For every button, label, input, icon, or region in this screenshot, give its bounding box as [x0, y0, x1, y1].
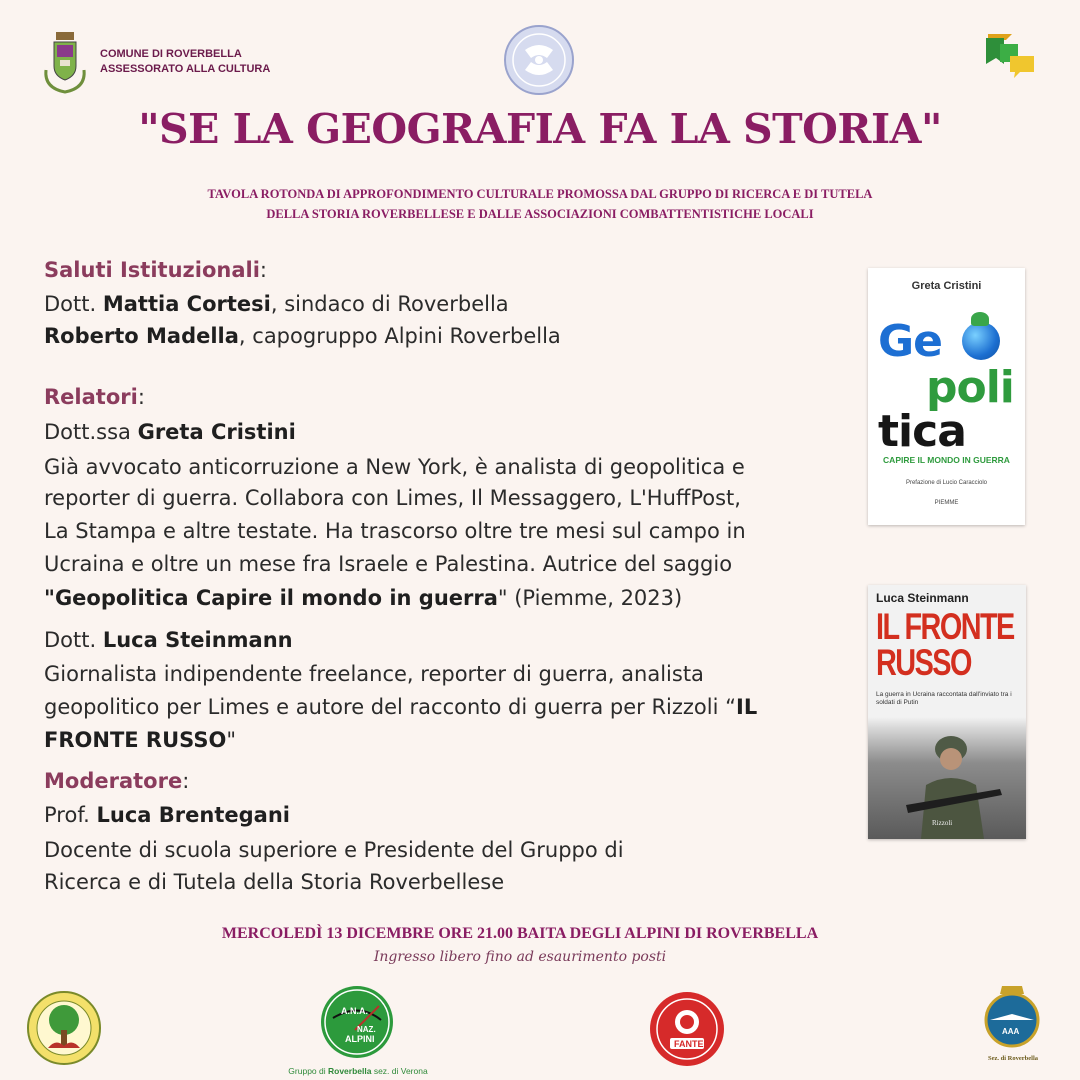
relatore-2-bio-line: Giornalista indipendente freelance, reporter di guerra, analista — [44, 662, 704, 686]
relatore-1-name-line — [44, 416, 296, 449]
book-title-part: tica — [878, 406, 966, 457]
book-preface: Prefazione di Lucio Caracciolo — [905, 480, 988, 486]
subtitle — [140, 184, 940, 224]
title-prefix: Dott. — [44, 628, 103, 652]
fante-text: FANTE — [674, 1039, 704, 1049]
moderatore-heading: Moderatore — [44, 769, 183, 793]
book-subtitle: La guerra in Ucraina raccontata dall'inviato tra i soldati di Putin — [876, 691, 1012, 706]
relatori-heading: Relatori — [44, 385, 138, 409]
caption-text: sez. di Verona — [371, 1066, 428, 1076]
person-name: Greta Cristini — [137, 420, 296, 444]
title-prefix: Dott. — [44, 292, 103, 316]
saluti-heading: Saluti Istituzionali — [44, 258, 260, 282]
comune-line1: COMUNE DI ROVERBELLA — [100, 48, 242, 60]
person-role: , capogruppo Alpini Roverbella — [238, 324, 561, 348]
person-name: Luca Steinmann — [102, 628, 293, 652]
entry-note: Ingresso libero fino ad esaurimento posti — [373, 949, 667, 965]
book-title-line: IL FRONTE — [876, 606, 1014, 647]
aaa-aviation-badge-icon — [980, 984, 1044, 1064]
title-prefix: Prof. — [44, 803, 97, 827]
subtitle-line2: DELLA STORIA ROVERBELLESE E DALLE ASSOCIAZIONI COMBATTENTISTICHE LOCALI — [266, 207, 814, 221]
bio-text: geopolitico per Limes e autore del racconto di guerra per Rizzoli “ — [44, 695, 737, 719]
relatore-2-bio-line — [44, 691, 757, 724]
moderatore-heading-line: Moderatore: — [44, 769, 190, 793]
book-title-part: Ge — [878, 316, 942, 367]
person-name: Roberto Madella — [44, 324, 239, 348]
aaa-badge-text: AAA — [1002, 1027, 1020, 1036]
book-publisher: Rizzoli — [932, 819, 953, 827]
book-author: Greta Cristini — [911, 280, 982, 292]
flag-speech-bubble-logo-icon — [984, 28, 1038, 80]
alpini-ana-logo-icon — [319, 984, 395, 1060]
event-date-location: MERCOLEDÌ 13 DICEMBRE ORE 21.00 BAITA DEGLI ALPINI DI ROVERBELLA — [221, 925, 819, 942]
moderatore-bio-line: Ricerca e di Tutela della Storia Roverbellese — [44, 870, 505, 894]
center-seal-icon — [503, 24, 575, 96]
relatore-1-bio-line: reporter di guerra. Collabora con Limes, Il Messaggero, L'HuffPost, — [44, 486, 741, 510]
caption-text: Roverbella — [328, 1066, 372, 1076]
book-author: Luca Steinmann — [876, 591, 969, 605]
book-cover-geopolitica — [868, 268, 1025, 525]
saluti-heading-line: Saluti Istituzionali: — [44, 258, 267, 282]
associazione-fante-logo-icon — [648, 990, 726, 1068]
book-title-part: poli — [926, 362, 1014, 413]
book-publisher: " (Piemme, 2023) — [497, 586, 683, 610]
title-prefix: Dott.ssa — [44, 420, 138, 444]
ana-text: NAZ. — [357, 1025, 376, 1034]
book-cover-il-fronte-russo — [868, 585, 1026, 839]
relatori-heading-line: Relatori: — [44, 385, 145, 409]
globe-land-icon — [971, 312, 989, 326]
relatore-2-name-line — [44, 624, 293, 657]
ana-text: ALPINI — [345, 1034, 375, 1044]
saluti-person-2 — [44, 320, 561, 353]
moderatore-bio-line: Docente di scuola superiore e Presidente del Gruppo di — [44, 838, 624, 862]
book-title: IL — [736, 695, 758, 719]
moderatore-name-line — [44, 799, 290, 832]
book-title: "Geopolitica Capire il mondo in guerra — [44, 586, 498, 610]
ana-text: A.N.A. — [341, 1006, 368, 1016]
page-title: "SE LA GEOGRAFIA FA LA STORIA" — [138, 105, 942, 153]
comune-label — [100, 47, 270, 77]
gruppo-ricerca-tree-logo-icon — [26, 990, 102, 1066]
relatore-1-book-line — [44, 582, 682, 615]
subtitle-line1: TAVOLA ROTONDA DI APPROFONDIMENTO CULTURALE PROMOSSA DAL GRUPPO DI RICERCA E DI TUTELA — [207, 187, 873, 201]
relatore-2-book-line — [44, 724, 236, 757]
saluti-person-1 — [44, 288, 509, 321]
person-name: Mattia Cortesi — [102, 292, 271, 316]
person-role: , sindaco di Roverbella — [270, 292, 509, 316]
book-title-line: RUSSO — [876, 642, 971, 683]
relatore-1-bio-line: La Stampa e altre testate. Ha trascorso oltre tre mesi sul campo in — [44, 519, 746, 543]
aaa-caption: Sez. di Roverbella — [988, 1055, 1039, 1062]
book-subtitle: CAPIRE IL MONDO IN GUERRA — [883, 455, 1010, 465]
relatore-1-bio-line: Già avvocato anticorruzione a New York, è analista di geopolitica e — [44, 455, 745, 479]
quote-mark: " — [226, 728, 236, 752]
book-title — [876, 606, 1014, 683]
caption-text: Gruppo di — [288, 1066, 328, 1076]
person-name: Luca Brentegani — [96, 803, 290, 827]
roverbella-crest-icon — [42, 30, 88, 94]
book-publisher: PIEMME — [934, 500, 959, 506]
relatore-1-bio-line: Ucraina e oltre un mese fra Israele e Palestina. Autrice del saggio — [44, 552, 733, 576]
alpini-caption — [240, 1066, 476, 1076]
book-title: FRONTE RUSSO — [44, 728, 227, 752]
comune-line2: ASSESSORATO ALLA CULTURA — [100, 63, 271, 75]
globe-icon — [962, 322, 1000, 360]
